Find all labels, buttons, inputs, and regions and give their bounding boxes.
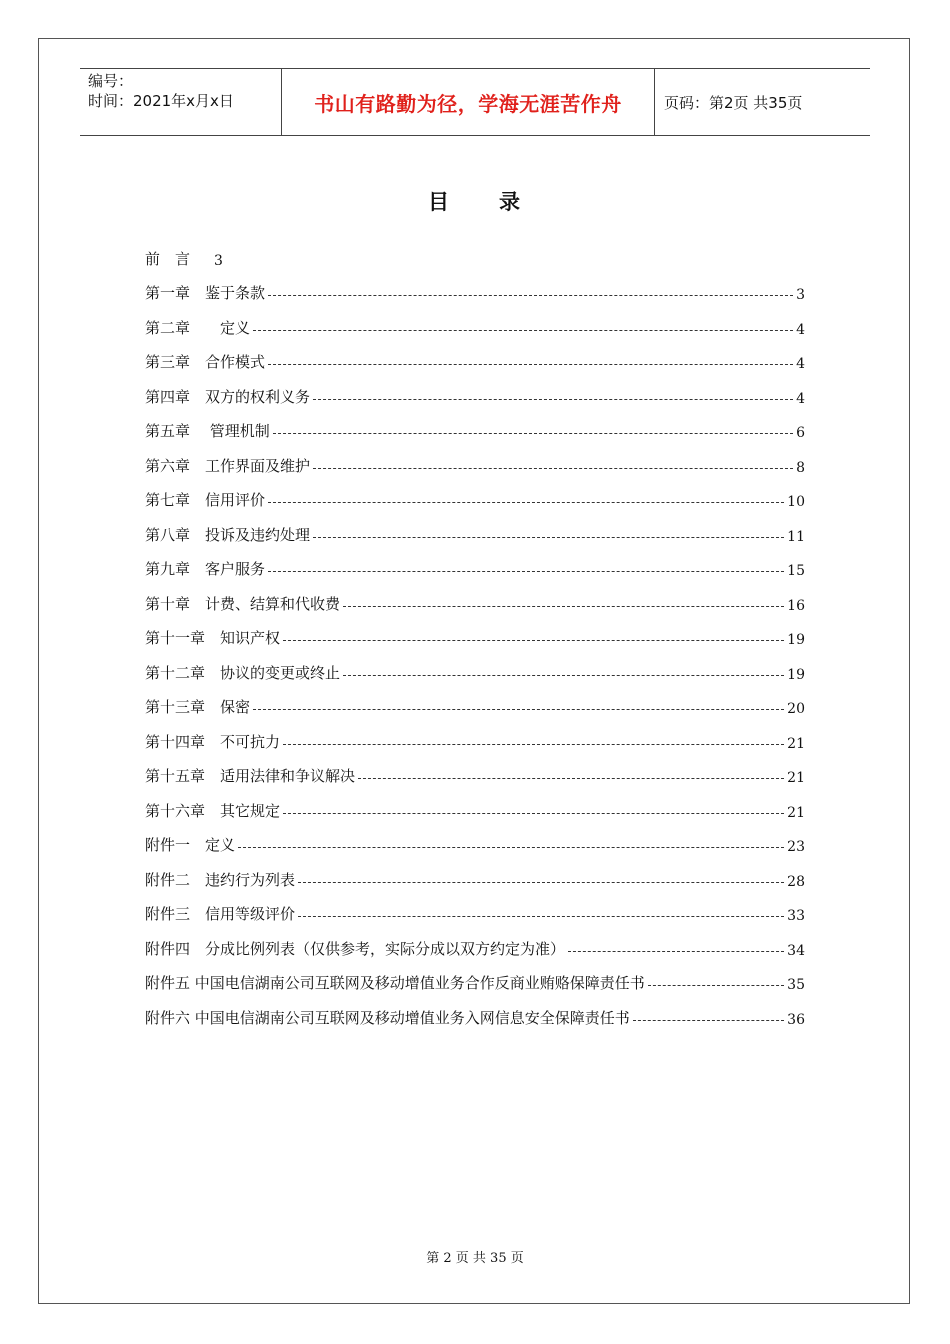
toc-entry-label: 前 言 — [145, 249, 191, 268]
toc-leader-line — [283, 640, 784, 641]
toc-entry-page: 20 — [787, 701, 805, 717]
toc-entry[interactable] — [145, 545, 805, 580]
page-footer: 第 2 页 共 35 页 — [426, 1251, 524, 1266]
toc-entry-page: 21 — [787, 804, 805, 821]
toc-leader-line — [268, 364, 793, 365]
toc-leader-line — [313, 468, 793, 469]
toc-entry-label: 第二章 定义 — [145, 318, 251, 337]
toc-leader-line — [268, 502, 784, 503]
document-date: 时间：2021年x月x日 — [88, 92, 234, 110]
toc-entry-page: 36 — [787, 1011, 805, 1028]
toc-entry[interactable] — [145, 890, 805, 925]
toc-entry-page: 35 — [787, 977, 805, 993]
header-page-info: 页码：第2页 共35页 — [664, 94, 803, 112]
toc-entry-label: 第八章 投诉及违约处理 — [145, 525, 311, 544]
toc-entry-label: 附件二 违约行为列表 — [145, 870, 296, 889]
toc-entry-label: 第三章 合作模式 — [145, 353, 266, 371]
toc-leader-line — [343, 606, 784, 607]
toc-entry-page: 4 — [796, 356, 805, 372]
toc-title-left: 目 — [428, 190, 451, 214]
toc-entry-label: 附件一 定义 — [145, 836, 236, 854]
toc-entry-label: 第九章 客户服务 — [145, 560, 266, 578]
toc-entry-label: 第十三章 保密 — [145, 698, 251, 716]
header-meta — [88, 71, 234, 111]
toc-entry[interactable] — [145, 752, 805, 787]
toc-entry[interactable] — [145, 269, 805, 304]
toc-entry-page: 8 — [796, 459, 805, 476]
toc-entry[interactable] — [145, 717, 805, 752]
toc-leader-line — [298, 882, 784, 883]
toc-title-right: 录 — [499, 190, 522, 214]
toc-leader-line — [313, 399, 793, 400]
toc-leader-line — [568, 951, 784, 952]
toc-entry-label: 第十四章 不可抗力 — [145, 732, 281, 751]
toc-entry-label: 第十一章 知识产权 — [145, 629, 281, 647]
toc-leader-line — [633, 1020, 784, 1021]
toc-leader-line — [268, 295, 793, 296]
toc-leader-line — [253, 330, 793, 331]
toc-leader-line — [313, 537, 784, 538]
header-motto: 书山有路勤为径，学海无涯苦作舟 — [281, 69, 655, 135]
toc-leader-line — [343, 675, 784, 676]
document-header — [80, 68, 870, 136]
toc-entry[interactable] — [145, 959, 805, 994]
toc-leader-line — [268, 571, 784, 572]
toc-entry[interactable] — [145, 924, 805, 959]
toc-entry-page: 34 — [787, 942, 805, 959]
toc-entry-page: 21 — [787, 735, 805, 752]
toc-entry-page: 15 — [787, 563, 805, 579]
toc-entry[interactable] — [145, 338, 805, 373]
toc-entry-label: 第十六章 其它规定 — [145, 801, 281, 820]
toc-entry[interactable] — [145, 683, 805, 718]
toc-entry-page: 10 — [787, 494, 805, 510]
toc-leader-line — [648, 985, 784, 986]
toc-entry-page: 6 — [796, 425, 805, 441]
toc-entry-page: 28 — [787, 873, 805, 890]
toc-entry-page: 19 — [787, 666, 805, 683]
toc-entry[interactable] — [145, 510, 805, 545]
toc-entry[interactable] — [145, 855, 805, 890]
toc-leader-line — [298, 916, 784, 917]
toc-leader-line — [358, 778, 784, 779]
toc-entry-page: 19 — [787, 632, 805, 648]
document-number-label: 编号： — [88, 72, 134, 90]
toc-entry[interactable] — [145, 993, 805, 1028]
toc-entry-label: 第四章 双方的权利义务 — [145, 387, 311, 406]
toc-entry[interactable] — [145, 372, 805, 407]
toc-entry-label: 第十五章 适用法律和争议解决 — [145, 767, 356, 785]
toc-entry-page: 16 — [787, 597, 805, 614]
toc-entry-page: 33 — [787, 908, 805, 924]
toc-entry-label: 第一章 鉴于条款 — [145, 284, 266, 302]
toc-entry-page: 3 — [214, 252, 223, 269]
toc-leader-line — [253, 709, 784, 710]
toc-entry-label: 附件三 信用等级评价 — [145, 905, 296, 923]
toc-entry[interactable] — [145, 821, 805, 856]
toc-entry-page: 21 — [787, 770, 805, 786]
toc-entry[interactable] — [145, 786, 805, 821]
toc-entry[interactable] — [145, 234, 805, 269]
toc-entry-label: 第十二章 协议的变更或终止 — [145, 663, 341, 682]
toc-entry-page: 3 — [796, 287, 805, 303]
toc-entry-label: 第六章 工作界面及维护 — [145, 456, 311, 475]
toc-entry[interactable] — [145, 303, 805, 338]
toc-entry-page: 4 — [796, 390, 805, 407]
toc-entry-label: 附件六 中国电信湖南公司互联网及移动增值业务入网信息安全保障责任书 — [145, 1008, 630, 1027]
toc-leader-line — [283, 744, 784, 745]
toc-entry-label: 第七章 信用评价 — [145, 491, 266, 509]
toc-entry[interactable] — [145, 579, 805, 614]
toc-entry[interactable] — [145, 648, 805, 683]
toc-title — [0, 186, 950, 216]
toc-entry-page: 4 — [796, 321, 805, 338]
toc-entry-label: 第五章 管理机制 — [145, 422, 270, 440]
toc-entry-page: 11 — [787, 528, 805, 545]
toc-entry-label: 第十章 计费、结算和代收费 — [145, 594, 341, 613]
toc-leader-line — [273, 433, 793, 434]
toc-leader-line — [238, 847, 784, 848]
toc-entry-label: 附件四 分成比例列表（仅供参考，实际分成以双方约定为准） — [145, 939, 566, 958]
toc-leader-line — [283, 813, 784, 814]
toc-entry[interactable] — [145, 476, 805, 511]
toc-entry[interactable] — [145, 441, 805, 476]
table-of-contents — [145, 234, 805, 1028]
toc-entry-page: 23 — [787, 839, 805, 855]
toc-entry[interactable] — [145, 407, 805, 442]
toc-entry[interactable] — [145, 614, 805, 649]
toc-entry-label: 附件五 中国电信湖南公司互联网及移动增值业务合作反商业贿赂保障责任书 — [145, 974, 645, 992]
